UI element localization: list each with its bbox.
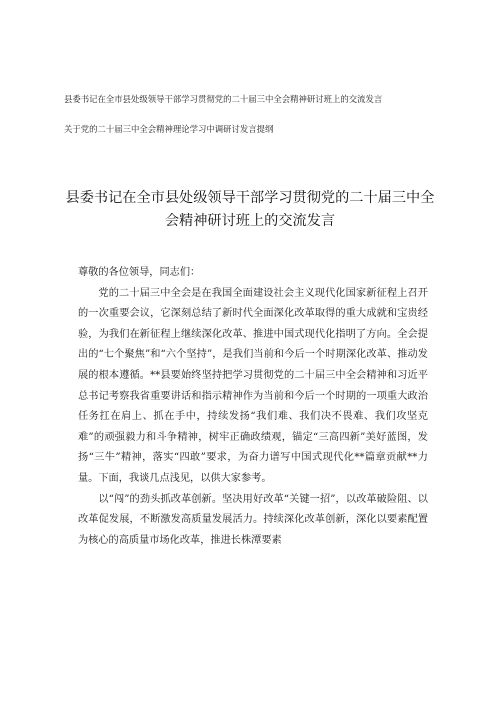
salutation: 尊敬的各位领导，同志们： [78,267,201,278]
document-body [78,263,428,551]
related-article-link[interactable]: 关于党的二十届三中全会精神理论学习中调研讨发言提纲 [64,124,274,134]
body-paragraph: 以“闯”的劲头抓改革创新。坚决用好改革“关键一招”，以改革破险阻、以改革促发展，不断激发高质量发展活力。持续深化改革创新，深化以要素配置为核心的高质量市场化改革，推进长株潭要素 [78,493,428,546]
document-title: 县委书记在全市县处级领导干部学习贯彻党的二十届三中全会精神研讨班上的交流发言 [65,190,435,229]
related-articles-list [64,93,464,135]
body-paragraph: 党的二十届三中全会是在我国全面建设社会主义现代化国家新征程上召开的一次重要会议，它深刻总结了新时代全面深化改革取得的重大成就和宝贵经验，为我们在新征程上继续深化改革、推进中国式现代化指明了方向。全会提出的“七个聚焦”和“六个坚持”，是我们当前和今后一个时期深化改革、推动发展的根本遵循。**县要始终坚持把学习贯彻党的二十届三中全会精神和习近平总书记考察我省重要讲话和指示精神作为当前和今后一个时期的一项重大政治任务扛在肩上、抓在手中，持续发扬“我们难、我们决不畏难、我们攻坚克难”的顽强毅力和斗争精神，树牢正确政绩观，锚定“三高四新”美好蓝图，发扬“三牛”精神，落实“四敢”要求，为奋力谱写中国式现代化**篇章贡献**力量。下面，我谈几点浅见，以供大家参考。 [78,287,428,484]
related-article-link[interactable]: 县委书记在全市县处级领导干部学习贯彻党的二十届三中全会精神研讨班上的交流发言 [64,94,383,104]
